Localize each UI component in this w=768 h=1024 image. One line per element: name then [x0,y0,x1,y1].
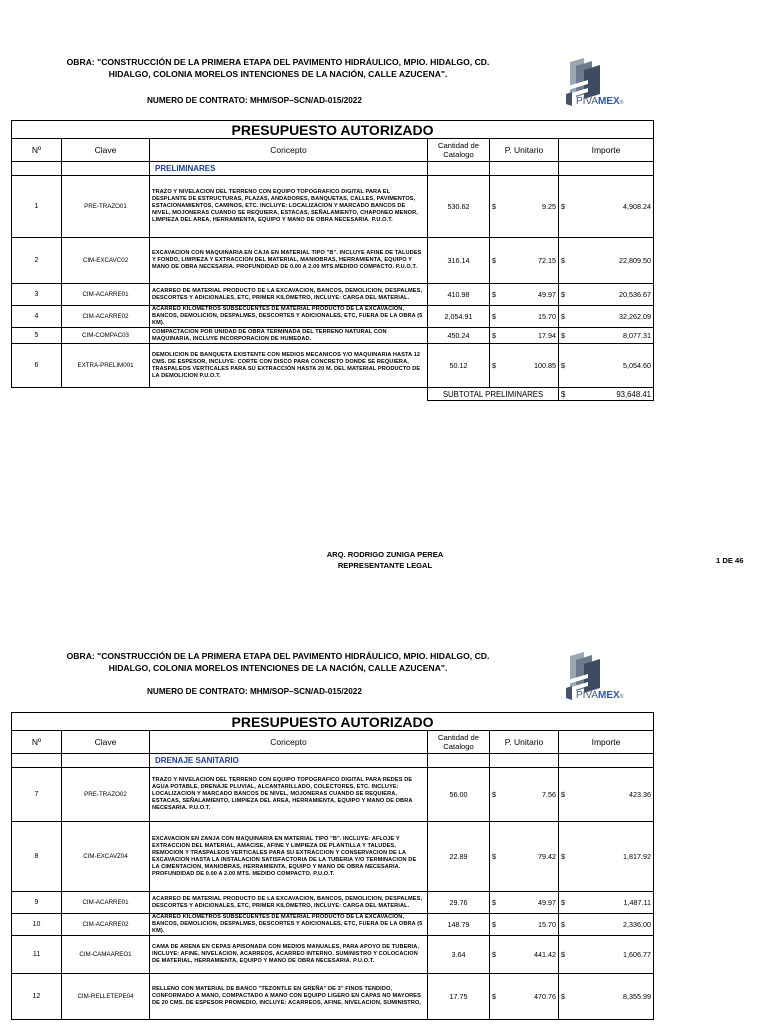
table-row [12,328,654,344]
col-header-amount: Importe [559,731,654,754]
row-number: 4 [12,306,62,328]
section-row [12,162,654,176]
table-row [12,914,654,936]
row-number: 2 [12,238,62,284]
row-number: 7 [12,768,62,822]
table-row [12,344,654,388]
row-number: 9 [12,892,62,914]
row-amount: $ 5,054.60 [559,344,654,388]
table-title: PRESUPUESTO AUTORIZADO [12,713,654,731]
row-concept: ACARREO DE MATERIAL PRODUCTO DE LA EXCAVACION, BANCOS, DEMOLICION, DESPALMES, DESCORTES Y ADICIONALES, ETC, PRIMER KILÓMETRO, INCLUYE: CARGA DEL MATERIAL. [150,284,428,306]
row-quantity: 450.24 [428,328,490,344]
section-row [12,754,654,768]
row-concept: EXCAVACION CON MAQUINARIA EN CAJA EN MATERIAL TIPO "B". INCLUYE AFINE DE TALUDES Y FONDO, LIMPIEZA Y EXTRACCION DEL MATERIAL, MANIOBRAS, HERRAMIENTA, EQUIPO Y MANO DE OBRA NECESARIA. PROFUNDIDAD DE 0.00 A 2.00 MTS.MEDIDO COMPACTO. P.U.O.T. [150,238,428,284]
row-concept: DEMOLICION DE BANQUETA EXISTENTE CON MEDIOS MECANICOS Y/O MAQUINARIA HASTA 12 CMS. DE ESPESOR, INCLUYE: CORTE CON DISCO PARA CONCRETO DONDE SE REQUIERA, TRASPALEOS VERTICALES PARA SU EXTRACCIÓN HASTA 20 M. DEL MATERIAL PRODUCTO DE LA DEMOLICION P.U.O.T. [150,344,428,388]
row-quantity: 29.76 [428,892,490,914]
table-row [12,892,654,914]
row-concept: COMPACTACION POR UNIDAD DE OBRA TERMINADA DEL TERRENO NATURAL CON MAQUINARIA, INCLUYE INCORPORACION DE HUMEDAD. [150,328,428,344]
row-concept: ACARREO KILÓMETROS SUBSECUENTES DE MATERIAL PRODUCTO DE LA EXCAVACION, BANCOS, DEMOLICION, DESPALMES, DESCORTES Y ADICIONALES, ETC, FUERA DE LA OBRA (5 KM). [150,914,428,936]
project-title-line2: HIDALGO, COLONIA MORELOS INTENCIONES DE LA NACIÓN, CALLE AZUCENA". [108,663,448,673]
row-concept: ACARREO KILÓMETROS SUBSECUENTES DE MATERIAL PRODUCTO DE LA EXCAVACION, BANCOS, DEMOLICION, DESPALMES, DESCORTES Y ADICIONALES, ETC, FUERA DE LA OBRA (5 KM). [150,306,428,328]
row-quantity: 56.00 [428,768,490,822]
row-amount: $ 4,908.24 [559,176,654,238]
subtotal-row [12,388,654,401]
project-title-line2: HIDALGO, COLONIA MORELOS INTENCIONES DE LA NACIÓN, CALLE AZUCENA". [108,69,448,79]
row-number: 3 [12,284,62,306]
col-header-concept: Concepto [150,139,428,162]
col-header-unit-price: P. Unitario [490,731,559,754]
row-quantity: 410.98 [428,284,490,306]
signer-role: REPRESENTANTE LEGAL [337,561,433,570]
table-row [12,238,654,284]
row-concept: RELLENO CON MATERIAL DE BANCO "TEZONTLE EN GREÑA" DE 3" FINOS TENDIDO, CONFORMADO A MANO, COMPACTADO A MANO CON EQUIPO LIGERO EN CAPAS NO MAYORES DE 20 CMS. DE ESPESOR PROMEDIO, INCLUYE: ACARREOS, AFINE, NIVELACION, SUMINISTRO, [150,974,428,1020]
row-number: 5 [12,328,62,344]
table-row [12,822,654,892]
row-unit-price: $ 72.15 [490,238,559,284]
col-header-key: Clave [62,731,150,754]
row-key: CIM-EXCAVC02 [62,238,150,284]
col-header-amount: Importe [559,139,654,162]
row-unit-price: $ 441.42 [490,936,559,974]
table-row [12,176,654,238]
row-unit-price: $ 49.97 [490,892,559,914]
row-key: CIM-RELLETEPE04 [62,974,150,1020]
page1-rows [12,176,654,388]
row-key: PRE-TRAZO01 [62,176,150,238]
signer-name: ARQ. RODRIGO ZUNIGA PEREA [326,550,444,559]
logo-wordmark [576,96,623,107]
table-title: PRESUPUESTO AUTORIZADO [12,121,654,139]
row-number: 10 [12,914,62,936]
row-unit-price: $ 79.42 [490,822,559,892]
contract-number: NUMERO DE CONTRATO: MHM/SOP–SCN/AD-015/2022 [147,96,362,105]
company-logo [562,650,652,706]
row-quantity: 2,054.91 [428,306,490,328]
row-unit-price: $ 17.94 [490,328,559,344]
page2-rows [12,768,654,1020]
row-quantity: 17.75 [428,974,490,1020]
row-key: CIM-ACARRE01 [62,284,150,306]
logo-registered: ® [619,694,624,700]
row-key: CIM-ACARRE02 [62,306,150,328]
section-title: PRELIMINARES [150,162,428,176]
signature-block [300,549,470,571]
row-amount: $ 1,487.11 [559,892,654,914]
page-2 [0,590,768,1024]
section-title: DRENAJE SANITARIO [150,754,428,768]
row-amount: $ 423.36 [559,768,654,822]
row-quantity: 3.64 [428,936,490,974]
row-concept: CAMA DE ARENA EN CEPAS APISONADA CON MEDIOS MANUALES, PARA APOYO DE TUBERIA, INCLUYE: AFINE, NIVELACION, ACARREOS, ACARREO INTERNO, SUMINISTRO Y COLOCACION DE MATERIAL, HERRAMIENTA, EQUIPO Y MANO DE OBRA NECESARIA. P.U.O.T. [150,936,428,974]
row-number: 12 [12,974,62,1020]
page-number: 1 DE 46 [716,556,744,565]
row-quantity: 148.79 [428,914,490,936]
col-header-quantity: Cantidad de Catalogo [428,731,490,754]
row-key: CIM-EXCAVZ04 [62,822,150,892]
col-header-number: Nº [12,139,62,162]
row-concept: TRAZO Y NIVELACION DEL TERRENO CON EQUIPO TOPOGRAFICO DIGITAL PARA REDES DE AGUA POTABLE, DRENAJE PLUVIAL, ALCANTARILLADO, COLECTORES, ETC. INCLUYE: LOCALIZACION Y MARCADO BANCOS DE NIVEL, MOJONERAS CUANDO SE REQUIERA, ESTACAS, SEÑALAMIENTO, LIMPIEZA DEL AREA, HERRAMIENTA, EQUIPO Y MANO DE OBRA NECESARIA. P.U.O.T. [150,768,428,822]
row-quantity: 50.12 [428,344,490,388]
table-header-row [12,731,654,754]
company-logo [562,56,652,112]
table-row [12,974,654,1020]
budget-table-page2 [11,712,654,1020]
row-key: PRE-TRAZO02 [62,768,150,822]
col-header-key: Clave [62,139,150,162]
row-quantity: 22.89 [428,822,490,892]
row-key: CIM-COMPAC03 [62,328,150,344]
row-number: 11 [12,936,62,974]
table-header-row [12,139,654,162]
row-concept: ACARREO DE MATERIAL PRODUCTO DE LA EXCAVACION, BANCOS, DEMOLICION, DESPALMES, DESCORTES Y ADICIONALES, ETC, PRIMER KILÓMETRO, INCLUYE: CARGA DEL MATERIAL. [150,892,428,914]
row-quantity: 316.14 [428,238,490,284]
row-amount: $ 1,817.92 [559,822,654,892]
project-title-line1: OBRA: "CONSTRUCCIÓN DE LA PRIMERA ETAPA DEL PAVIMENTO HIDRÁULICO, MPIO. HIDALGO, CD. [66,57,490,67]
row-amount: $ 8,077.31 [559,328,654,344]
logo-wordmark [576,690,623,701]
row-amount: $ 2,336.00 [559,914,654,936]
row-amount: $ 8,355.99 [559,974,654,1020]
row-key: CIM-ACARRE02 [62,914,150,936]
budget-table-page1 [11,120,654,401]
logo-word-piva: PIVA [576,96,599,107]
col-header-number: Nº [12,731,62,754]
row-amount: $ 32,262.09 [559,306,654,328]
subtotal-amount: $ 93,648.41 [559,388,654,401]
row-key: CIM-ACARRE01 [62,892,150,914]
row-amount: $ 1,606.77 [559,936,654,974]
project-header [48,650,508,674]
logo-registered: ® [619,100,624,106]
row-quantity: 530.62 [428,176,490,238]
row-unit-price: $ 9.25 [490,176,559,238]
row-key: EXTRA-PRELIM001 [62,344,150,388]
table-row [12,284,654,306]
row-unit-price: $ 15.70 [490,306,559,328]
row-key: CIM-CAMAAREO1 [62,936,150,974]
logo-word-mex: MEX [598,96,620,107]
project-title-line1: OBRA: "CONSTRUCCIÓN DE LA PRIMERA ETAPA DEL PAVIMENTO HIDRÁULICO, MPIO. HIDALGO, CD. [66,651,490,661]
row-number: 1 [12,176,62,238]
logo-word-mex: MEX [598,690,620,701]
row-amount: $ 20,536.67 [559,284,654,306]
subtotal-label: SUBTOTAL PRELIMINARES [428,388,559,401]
col-header-quantity: Cantidad de Catalogo [428,139,490,162]
row-unit-price: $ 100.85 [490,344,559,388]
col-header-unit-price: P. Unitario [490,139,559,162]
contract-number: NUMERO DE CONTRATO: MHM/SOP–SCN/AD-015/2022 [147,687,362,696]
table-row [12,306,654,328]
row-number: 8 [12,822,62,892]
row-unit-price: $ 470.76 [490,974,559,1020]
row-unit-price: $ 15.70 [490,914,559,936]
logo-word-piva: PIVA [576,690,599,701]
project-header [48,56,508,80]
row-number: 6 [12,344,62,388]
row-concept: TRAZO Y NIVELACION DEL TERRENO CON EQUIPO TOPOGRAFICO DIGITAL PARA EL DESPLANTE DE ESTRUCTURAS, PLAZAS, ANDADORES, BANQUETAS, CALLES, PAVIMENTOS, ESTACIONAMIENTOS, CAMINOS, ETC. INCLUYE: LOCALIZACION Y MARCADO BANCOS DE NIVEL, MOJONERAS CUANDO SE REQUIERA, ESTACAS, SEÑALAMIENTO, CHAPONEO MENOR, LIMPIEZA DEL AREA, HERRAMIENTA, EQUIPO Y MANO DE OBRA NECESARIA. P.U.O.T. [150,176,428,238]
row-amount: $ 22,809.50 [559,238,654,284]
table-row [12,768,654,822]
col-header-concept: Concepto [150,731,428,754]
row-concept: EXCAVACION EN ZANJA CON MAQUINARIA EN MATERIAL TIPO "B". INCLUYE: AFLOJE Y EXTRACCION DEL MATERIAL, AMACISE, AFINE Y LIMPIEZA DE PLANTILLA Y TALUDES, REMOCION Y TRASPALEOS VERTICALES PARA SU EXTRACCION Y CONSERVACION DE LA EXCAVACION HASTA LA INSTALACION SATISFACTORIA DE LA TUBERIA Y/O TERMINACION DE LA CIMENTACION, MANIOBRAS, HERRAMIENTA, EQUIPO Y MANO DE OBRA NECESARIA. PROFUNDIDAD DE 0.00 A 2.00 MTS. MEDIDO COMPACTO. P.U.O.T. [150,822,428,892]
row-unit-price: $ 49.97 [490,284,559,306]
row-unit-price: $ 7.56 [490,768,559,822]
table-row [12,936,654,974]
